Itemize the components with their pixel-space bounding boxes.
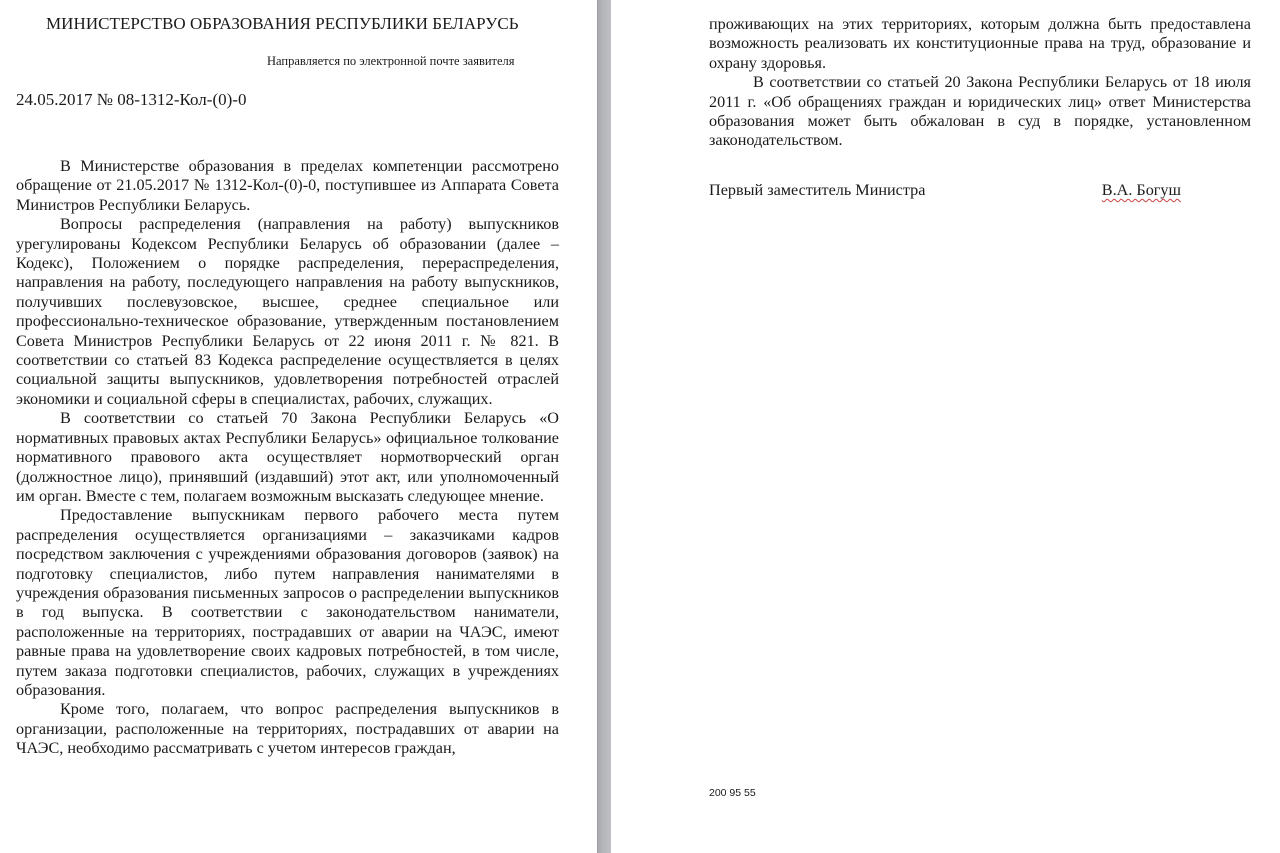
document-page-1 [0,0,597,853]
signature-block [709,181,1181,200]
delivery-note: Направляется по электронной почте заявителя [267,54,515,68]
paragraph: В Министерстве образования в пределах компетенции рассмотрено обращение от 21.05.2017 № 1312-Кол-(0)-0, поступившее из Аппарата Совета Министров Республики Беларусь. [16,157,559,214]
paragraph: Вопросы распределения (направления на работу) выпускников урегулированы Кодексом Республики Беларусь об образовании (далее – Кодекс), Положением о порядке распределения, перераспределения, направления на работу, последующего направления на работу выпускников, получивших послевузовское, высшее, среднее специальное или профессионально-техническое образование, утвержденным постановлением Совета Министров Республики Беларусь от 22 июня 2011 г. № 821. В соответствии со статьей 83 Кодекса распределение осуществляется в целях социальной защиты выпускников, удовлетворения потребностей отраслей экономики и социальной сферы в специалистах, рабочих, служащих. [16,215,559,408]
letter-body-page-1 [16,157,559,759]
paragraph: Предоставление выпускникам первого рабочего места путем распределения осуществляется организациями – заказчиками кадров посредством заключения с учреждениями образования договоров (заявок) на подготовку специалистов, либо путем направления нанимателями в учреждения образования письменных запросов о распределении выпускников в год выпуска. В соответствии с законодательством наниматели, расположенные на территориях, пострадавших от аварии на ЧАЭС, имеют равные права на удовлетворение своих кадровых потребностей, в том числе, путем заказа подготовки специалистов, рабочих, служащих в учреждениях образования. [16,506,559,699]
registration-number: 24.05.2017 № 08-1312-Кол-(0)-0 [16,90,247,109]
letter-body-page-2 [709,15,1251,151]
signatory-name: В.А. Богуш [1101,181,1181,199]
document-page-2 [611,0,1280,853]
page-separator [597,0,612,853]
paragraph-continuation: проживающих на этих территориях, которым должна быть предоставлена возможность реализовать их конституционные права на труд, образование и охрану здоровья. [709,15,1251,72]
signatory-position: Первый заместитель Министра [709,181,926,199]
ministry-header: МИНИСТЕРСТВО ОБРАЗОВАНИЯ РЕСПУБЛИКИ БЕЛАРУСЬ [46,14,519,33]
paragraph: В соответствии со статьей 20 Закона Республики Беларусь от 18 июля 2011 г. «Об обращениях граждан и юридических лиц» ответ Министерства образования может быть обжалован в суд в порядке, установленном законодательством. [709,73,1251,150]
paragraph: Кроме того, полагаем, что вопрос распределения выпускников в организации, расположенные на территориях, пострадавших от аварии на ЧАЭС, необходимо рассматривать с учетом интересов граждан, [16,700,559,758]
paragraph: В соответствии со статьей 70 Закона Республики Беларусь «О нормативных правовых актах Республики Беларусь» официальное толкование нормативного правового акта осуществляет нормотворческий орган (должностное лицо), принявший (издавший) этот акт, или уполномоченный им орган. Вместе с тем, полагаем возможным высказать следующее мнение. [16,409,559,505]
contact-phone: 200 95 55 [709,787,756,799]
